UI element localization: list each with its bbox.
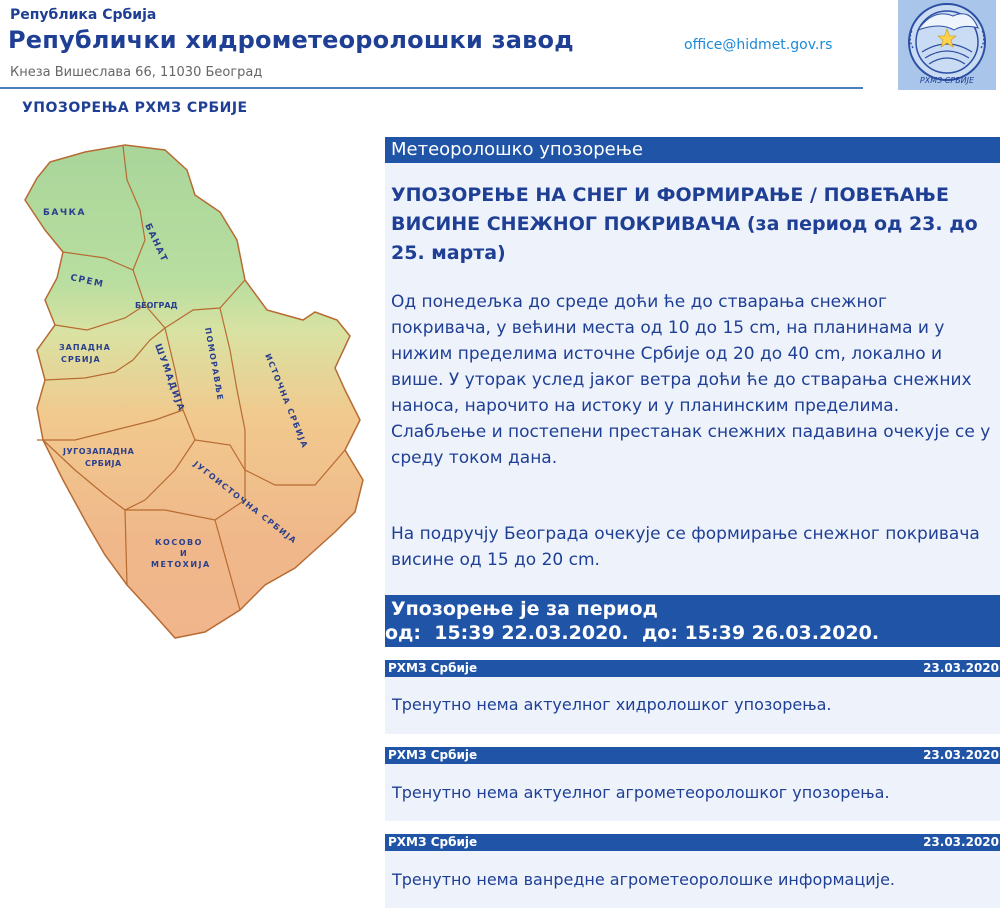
header-divider (0, 87, 863, 89)
agrometeorological-notice-text: Тренутно нема актуелног агрометеоролошког упозорења. (392, 783, 890, 802)
region-label: И (180, 549, 189, 558)
email-link[interactable]: office@hidmet.gov.rs (684, 37, 833, 53)
warning-body-belgrade: На подручју Београда очекује се формирање снежног покривача висине од 15 до 20 cm. (391, 524, 980, 570)
region-label: КОСОВО (155, 538, 203, 547)
notice-source: РХМЗ Србије (388, 661, 478, 675)
notice-header (385, 660, 1000, 677)
region-label: БАЧКА (43, 208, 86, 218)
region-label: ЗАПАДНА (59, 343, 111, 352)
region-label: ШУМАДИЈА (152, 342, 187, 414)
region-label: СРБИЈА (61, 355, 101, 364)
region-label: ЈУГОИСТОЧНА СРБИЈА (191, 459, 299, 546)
region-label: МЕТОХИЈА (151, 560, 211, 569)
serbia-map[interactable] (15, 140, 375, 645)
logo-text: РХМЗ СРБИЈЕ (919, 76, 975, 85)
hydrological-notice-text: Тренутно нема актуелног хидролошког упозорења. (392, 695, 832, 714)
region-label: ИСТОЧНА СРБИЈА (263, 352, 310, 451)
section-title: УПОЗОРЕЊА РХМЗ СРБИЈЕ (22, 100, 248, 116)
rhmz-logo (898, 0, 996, 90)
region-label: БЕОГРАД (135, 301, 178, 310)
institution-title: Републички хидрометеоролошки завод (8, 26, 574, 54)
notice-header (385, 834, 1000, 851)
warning-period-bar (385, 595, 1000, 647)
address-text: Кнеза Вишеслава 66, 11030 Београд (10, 65, 263, 80)
notice-header (385, 747, 1000, 764)
notice-date: 23.03.2020 (923, 661, 999, 675)
agrometeorological-info-text: Тренутно нема ванредне агрометеоролошке информације. (392, 870, 896, 889)
region-label: ПОМОРАВЉЕ (203, 326, 225, 402)
warning-body: Од понедељка до среде доћи ће до стварања снежног покривача, у већини места од 10 до 15 cm, на планинама и у нижим пределима источне Србије од 20 до 40 cm, локално и више. У уторак услед јаког ветра доћи ће до стварања снежних наноса, нарочито на истоку и у планинским пределима. Слабљење и постепени престанак снежних падавина очекује се у среду током дана. (391, 292, 991, 468)
region-label: СРЕМ (69, 273, 106, 291)
notice-source: РХМЗ Србије (388, 835, 478, 849)
region-label: СРБИЈА (85, 459, 122, 468)
period-range: од: 15:39 22.03.2020. до: 15:39 26.03.2020. (385, 622, 880, 644)
region-label: БАНАТ (142, 222, 170, 265)
meteorological-warning-header: Метеоролошко упозорење (385, 137, 1000, 163)
notice-date: 23.03.2020 (923, 748, 999, 762)
notice-date: 23.03.2020 (923, 835, 999, 849)
republic-label: Република Србија (10, 7, 157, 23)
period-title: Упозорење је за период (391, 598, 658, 620)
warning-title: УПОЗОРЕЊЕ НА СНЕГ И ФОРМИРАЊЕ / ПОВЕЋАЊЕ ВИСИНЕ СНЕЖНОГ ПОКРИВАЧА (за период од 23. до 25. марта) (391, 184, 978, 264)
region-label: ЈУГОЗАПАДНА (63, 447, 135, 456)
notice-source: РХМЗ Србије (388, 748, 478, 762)
